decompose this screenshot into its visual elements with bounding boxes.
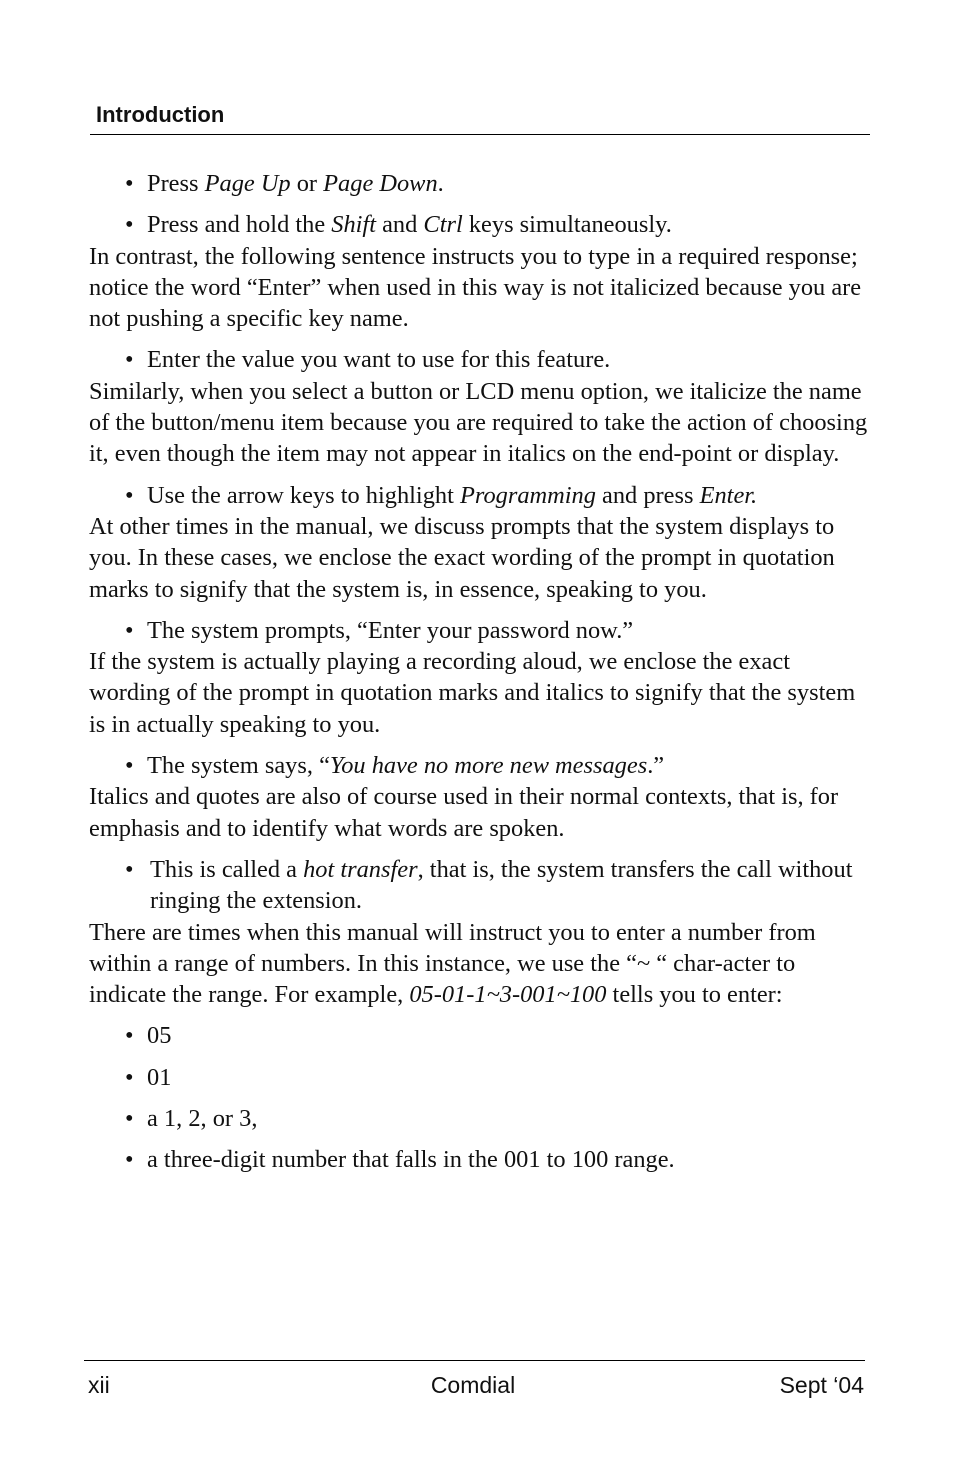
paragraph-other-times: At other times in the manual, we discuss prompts that the system displays to you. In these cases, we enclose the exact wording of the prompt in quotation marks to signify that the system is, in essence, speaking to you. [89,512,835,603]
list-item [89,480,869,511]
rich-text [147,482,757,509]
key-bullet-list [89,168,869,241]
list-item [89,209,869,240]
list-item [89,854,869,917]
arrow-bullet-list [89,480,869,511]
bullet-text: 05 [147,1022,172,1050]
paragraph-range [89,917,869,1011]
text-run: Press and hold the [147,211,332,239]
italic-run: hot transfer [303,855,418,883]
list-item [89,750,869,781]
bullet-glyph: • [125,1063,134,1091]
text-run: The system says, “ [147,752,330,780]
bullet-glyph: • [125,1105,134,1133]
list-item [89,615,869,646]
bullet-glyph: • [125,616,134,644]
italic-run: Ctrl [423,211,463,239]
italic-run: Enter. [699,481,758,509]
list-item [89,1020,869,1051]
footer-rule [84,1360,865,1361]
bullet-glyph: • [125,1146,134,1174]
text-run: This is called a [150,855,304,883]
text-run: There are times when this manual will instruct you to enter a number from within a range of numbers. In this instance, we use the “~ “ char-acter to indicate the range. For example, [89,918,816,1009]
italic-run: Shift [331,211,376,239]
bullet-glyph: • [125,170,134,197]
bullet-glyph: • [125,346,134,374]
bullet-glyph: • [125,211,134,239]
paragraph-contrast: In contrast, the following sentence instructs you to type in a required response; notice the word “Enter” when used in this way is not italicized because you are not pushing a specific key name. [89,242,862,333]
italic-run: You have no more new messages [329,752,648,780]
text-run: . [437,170,444,197]
paragraph-italics: Italics and quotes are also of course used in their normal contexts, that is, for emphasis and to identify what words are spoken. [89,783,839,842]
list-item [89,1103,869,1134]
text-run: , that is, the system transfers the call without ringing the extension. [150,855,853,915]
text-run: and [376,211,424,239]
bullet-glyph: • [125,481,134,509]
bullet-glyph: • [125,752,134,780]
bullet-glyph: • [125,1022,134,1050]
text-run: Press [147,170,205,197]
text-run: keys simultaneously. [462,211,672,239]
says-bullet-list [89,750,869,781]
header-rule [90,134,870,135]
hot-transfer-bullet-list [89,854,869,917]
rich-text [150,856,852,914]
italic-run: 05-01-1~3-001~100 [409,981,607,1009]
text-run: .” [647,752,665,780]
bullet-text: 01 [147,1063,172,1091]
list-item [89,1062,869,1093]
text-run: or [290,170,324,197]
bullet-text: The system prompts, “Enter your password now.” [147,616,634,644]
text-run: and press [595,481,700,509]
rich-text [147,170,444,197]
enter-bullet-list [89,344,869,375]
page-body [89,166,869,1176]
italic-run: Page Up [204,170,291,197]
paragraph-similarly: Similarly, when you select a button or LCD menu option, we italicize the name of the button/menu item because you are required to take the action of choosing it, even though the item may not appear in italics on the end-point or display. [89,377,868,468]
rich-text [147,211,672,238]
list-item [89,1144,869,1175]
footer-date: Sept ‘04 [779,1372,864,1398]
footer-company: Comdial [430,1372,516,1398]
prompts-bullet-list [89,615,869,646]
italic-run: Page Down [323,170,438,197]
text-run: Use the arrow keys to highlight [147,481,460,509]
bullet-glyph: • [125,855,134,883]
text-run: tells you to enter: [606,981,783,1009]
bullet-text: Enter the value you want to use for this feature. [147,346,611,374]
range-bullet-list [89,1020,869,1175]
list-item [89,168,869,199]
page-number: xii [88,1372,110,1398]
paragraph-recording: If the system is actually playing a recording aloud, we enclose the exact wording of the prompt in quotation marks and italics to signify that the system is in actually speaking to you. [89,648,856,738]
italic-run: Programming [459,481,596,509]
page-header-title: Introduction [96,102,225,127]
list-item [89,344,869,375]
rich-text [147,752,664,779]
bullet-text: a three-digit number that falls in the 001 to 100 range. [147,1146,675,1174]
bullet-text: a 1, 2, or 3, [147,1105,258,1133]
